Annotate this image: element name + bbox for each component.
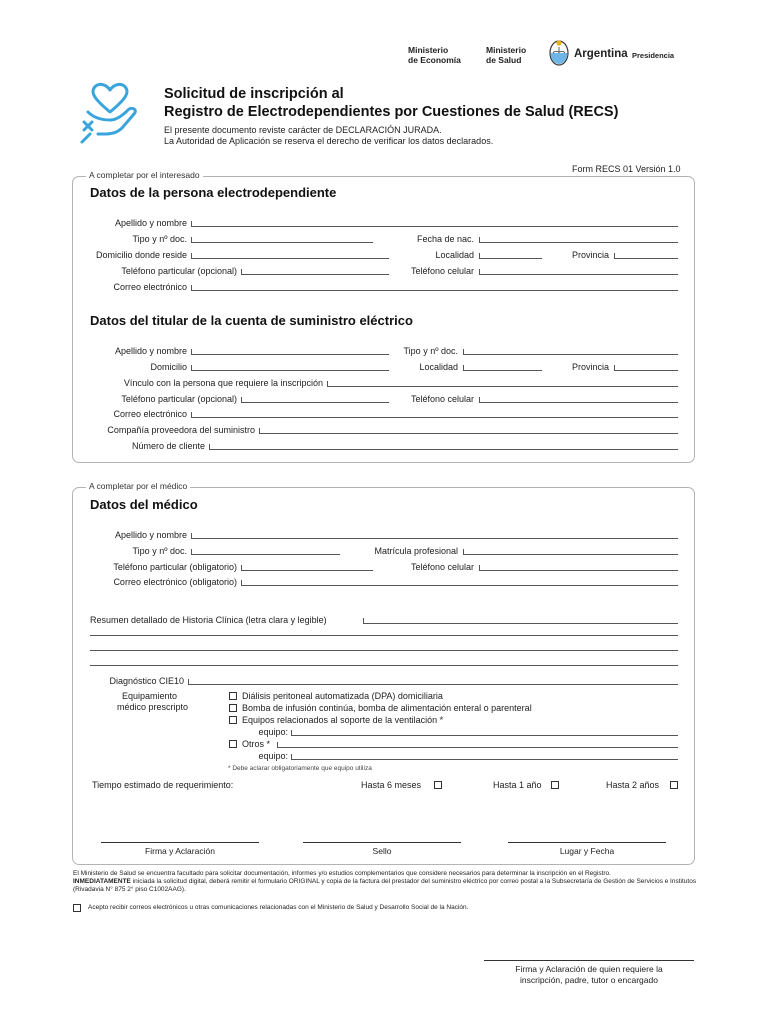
titular-localidad-label: Localidad <box>419 362 458 372</box>
titular-apellido-label: Apellido y nombre <box>114 346 187 356</box>
argentina-seal-icon <box>548 38 570 68</box>
persona-tipo-doc-label: Tipo y nº doc. <box>132 234 187 244</box>
firma-requirente-label-2: inscripción, padre, tutor o encargado <box>520 975 658 985</box>
titular-apellido-field[interactable] <box>191 349 389 355</box>
equipment-otros-label: Otros * <box>242 739 271 749</box>
persona-apellido-field[interactable] <box>191 221 678 227</box>
form-title-line-1: Solicitud de inscripción al <box>164 86 344 102</box>
equipo-otros-label: equipo: <box>258 751 288 761</box>
ministerio-economia: Ministerio de Economía <box>408 45 461 65</box>
verificacion-text: La Autoridad de Aplicación se reserva el derecho de verificar los datos declarados. <box>164 136 494 146</box>
persona-correo-field[interactable] <box>191 285 678 291</box>
titular-domicilio-field[interactable] <box>191 365 389 371</box>
equipment-otros-checkbox[interactable] <box>229 740 237 748</box>
resumen-line-2[interactable] <box>90 635 678 636</box>
medico-tipo-doc-label: Tipo y nº doc. <box>132 546 187 556</box>
lugar-fecha-line[interactable] <box>508 842 666 843</box>
section-medico-legend: A completar por el médico <box>86 481 190 491</box>
firma-medico-label: Firma y Aclaración <box>145 846 215 856</box>
lugar-fecha-label: Lugar y Fecha <box>559 846 615 856</box>
medico-apellido-label: Apellido y nombre <box>114 530 187 540</box>
titular-provincia-field[interactable] <box>614 365 678 371</box>
tiempo-label: Tiempo estimado de requerimiento: <box>92 780 234 790</box>
firma-medico-line[interactable] <box>101 842 259 843</box>
titular-provincia-label: Provincia <box>571 362 609 372</box>
medico-telefono-celular-label: Teléfono celular <box>410 562 474 572</box>
persona-section-title: Datos de la persona electrodependiente <box>90 185 337 200</box>
tiempo-6-meses-checkbox[interactable] <box>434 781 442 789</box>
ministerio-salud: Ministerio de Salud <box>486 45 527 65</box>
titular-section-title: Datos del titular de la cuenta de suministro eléctrico <box>90 313 413 328</box>
equipment-bomba-label: Bomba de infusión continúa, bomba de alimentación enteral o parenteral <box>242 703 532 713</box>
titular-numero-cliente-field[interactable] <box>209 444 678 450</box>
equipment-bomba-checkbox[interactable] <box>229 704 237 712</box>
titular-tipo-doc-field[interactable] <box>463 349 678 355</box>
medico-telefono-particular-field[interactable] <box>241 565 373 571</box>
resumen-historia-field[interactable] <box>363 618 678 624</box>
equipo-ventilacion-label: equipo: <box>258 727 288 737</box>
sello-label: Sello <box>372 846 392 856</box>
equipo-ventilacion-field[interactable] <box>291 730 678 736</box>
medico-correo-label: Correo electrónico (obligatorio) <box>113 577 237 587</box>
titular-vinculo-field[interactable] <box>327 381 678 387</box>
footer-paragraph-1: El Ministerio de Salud se encuentra facultado para solicitar documentación, informes y/o estudios complementarios que considere necesarios para determinar la inscripción en el Registro. <box>73 870 611 877</box>
persona-localidad-label: Localidad <box>435 250 474 260</box>
persona-fecha-nac-label: Fecha de nac. <box>416 234 474 244</box>
firma-requirente-label-1: Firma y Aclaración de quien requiere la <box>515 964 663 974</box>
tiempo-1-anio-checkbox[interactable] <box>551 781 559 789</box>
footer-paragraph-2-text: iniciada la solicitud digital, deberá remitir el formulario ORIGINAL y copia de la factura del prestador del suministro eléctrico por correo postal a la Subsecretaría de Gestión de Servicios e Institutos (Rivadavia N° 875 2° piso C1002AAG). <box>73 878 697 893</box>
equipamiento-label-2: médico prescripto <box>117 702 189 712</box>
medico-matricula-field[interactable] <box>463 549 678 555</box>
equipo-note: * Debe aclarar obligatoriamente que equipo utiliza <box>228 765 372 772</box>
titular-correo-label: Correo electrónico <box>113 409 187 419</box>
equipment-ventilacion-checkbox[interactable] <box>229 716 237 724</box>
titular-telefono-celular-field[interactable] <box>479 397 678 403</box>
titular-vinculo-label: Vínculo con la persona que requiere la inscripción <box>123 378 323 388</box>
medico-apellido-field[interactable] <box>191 533 678 539</box>
equipamiento-label-1: Equipamiento <box>122 691 178 701</box>
persona-fecha-nac-field[interactable] <box>479 237 678 243</box>
medico-section-title: Datos del médico <box>90 497 198 512</box>
equipment-dpa-checkbox[interactable] <box>229 692 237 700</box>
tiempo-2-anios-checkbox[interactable] <box>670 781 678 789</box>
diagnostico-field[interactable] <box>188 679 678 685</box>
persona-correo-label: Correo electrónico <box>113 282 187 292</box>
titular-tipo-doc-label: Tipo y nº doc. <box>403 346 458 356</box>
persona-domicilio-field[interactable] <box>191 253 389 259</box>
medico-telefono-celular-field[interactable] <box>479 565 678 571</box>
resumen-historia-label: Resumen detallado de Historia Clínica (letra clara y legible) <box>90 615 327 625</box>
medico-correo-field[interactable] <box>241 580 678 586</box>
medico-telefono-particular-label: Teléfono particular (obligatorio) <box>113 562 237 572</box>
titular-compania-field[interactable] <box>259 428 678 434</box>
diagnostico-label: Diagnóstico CIE10 <box>109 676 184 686</box>
titular-correo-field[interactable] <box>191 412 678 418</box>
persona-telefono-celular-label: Teléfono celular <box>410 266 474 276</box>
equipment-dpa-label: Diálisis peritoneal automatizada (DPA) domiciliaria <box>242 691 443 701</box>
persona-localidad-field[interactable] <box>479 253 542 259</box>
declaracion-jurada-text: El presente documento reviste carácter de DECLARACIÓN JURADA. <box>164 125 442 135</box>
section-interesado-legend: A completar por el interesado <box>86 170 203 180</box>
titular-telefono-particular-label: Teléfono particular (opcional) <box>121 394 237 404</box>
firma-requirente-line[interactable] <box>484 960 694 961</box>
presidencia-label: Presidencia <box>632 51 675 60</box>
consent-label: Acepto recibir correos electrónicos u otras comunicaciones relacionadas con el Ministerio de Salud y Desarrollo Social de la Nación. <box>88 904 469 911</box>
medico-matricula-label: Matrícula profesional <box>374 546 458 556</box>
form-title-line-2: Registro de Electrodependientes por Cuestiones de Salud (RECS) <box>164 104 619 120</box>
titular-telefono-celular-label: Teléfono celular <box>410 394 474 404</box>
medico-tipo-doc-field[interactable] <box>191 549 340 555</box>
titular-numero-cliente-label: Número de cliente <box>131 441 205 451</box>
titular-telefono-particular-field[interactable] <box>241 397 389 403</box>
footer-inmediatamente: INMEDIATAMENTE <box>73 878 131 885</box>
form-version: Form RECS 01 Versión 1.0 <box>572 164 681 174</box>
otros-field[interactable] <box>277 742 678 748</box>
titular-domicilio-label: Domicilio <box>150 362 187 372</box>
persona-apellido-label: Apellido y nombre <box>114 218 187 228</box>
footer-paragraph-2 <box>73 878 698 894</box>
persona-tipo-doc-field[interactable] <box>191 237 373 243</box>
resumen-line-4[interactable] <box>90 665 678 666</box>
persona-provincia-field[interactable] <box>614 253 678 259</box>
persona-domicilio-label: Domicilio donde reside <box>95 250 187 260</box>
persona-telefono-particular-field[interactable] <box>241 269 389 275</box>
persona-provincia-label: Provincia <box>571 250 609 260</box>
sello-line[interactable] <box>303 842 461 843</box>
titular-localidad-field[interactable] <box>463 365 542 371</box>
resumen-line-3[interactable] <box>90 650 678 651</box>
consent-checkbox[interactable] <box>73 904 81 912</box>
equipment-ventilacion-label: Equipos relacionados al soporte de la ventilación * <box>242 715 444 725</box>
titular-compania-label: Compañía proveedora del suministro <box>107 425 255 435</box>
tiempo-2-anios-label: Hasta 2 años <box>606 780 660 790</box>
argentina-label: Argentina <box>574 48 628 60</box>
tiempo-1-anio-label: Hasta 1 año <box>493 780 542 790</box>
persona-telefono-celular-field[interactable] <box>479 269 678 275</box>
equipo-otros-field[interactable] <box>291 754 678 760</box>
tiempo-6-meses-label: Hasta 6 meses <box>361 780 422 790</box>
heart-plug-logo-icon <box>80 82 148 146</box>
persona-telefono-particular-label: Teléfono particular (opcional) <box>121 266 237 276</box>
